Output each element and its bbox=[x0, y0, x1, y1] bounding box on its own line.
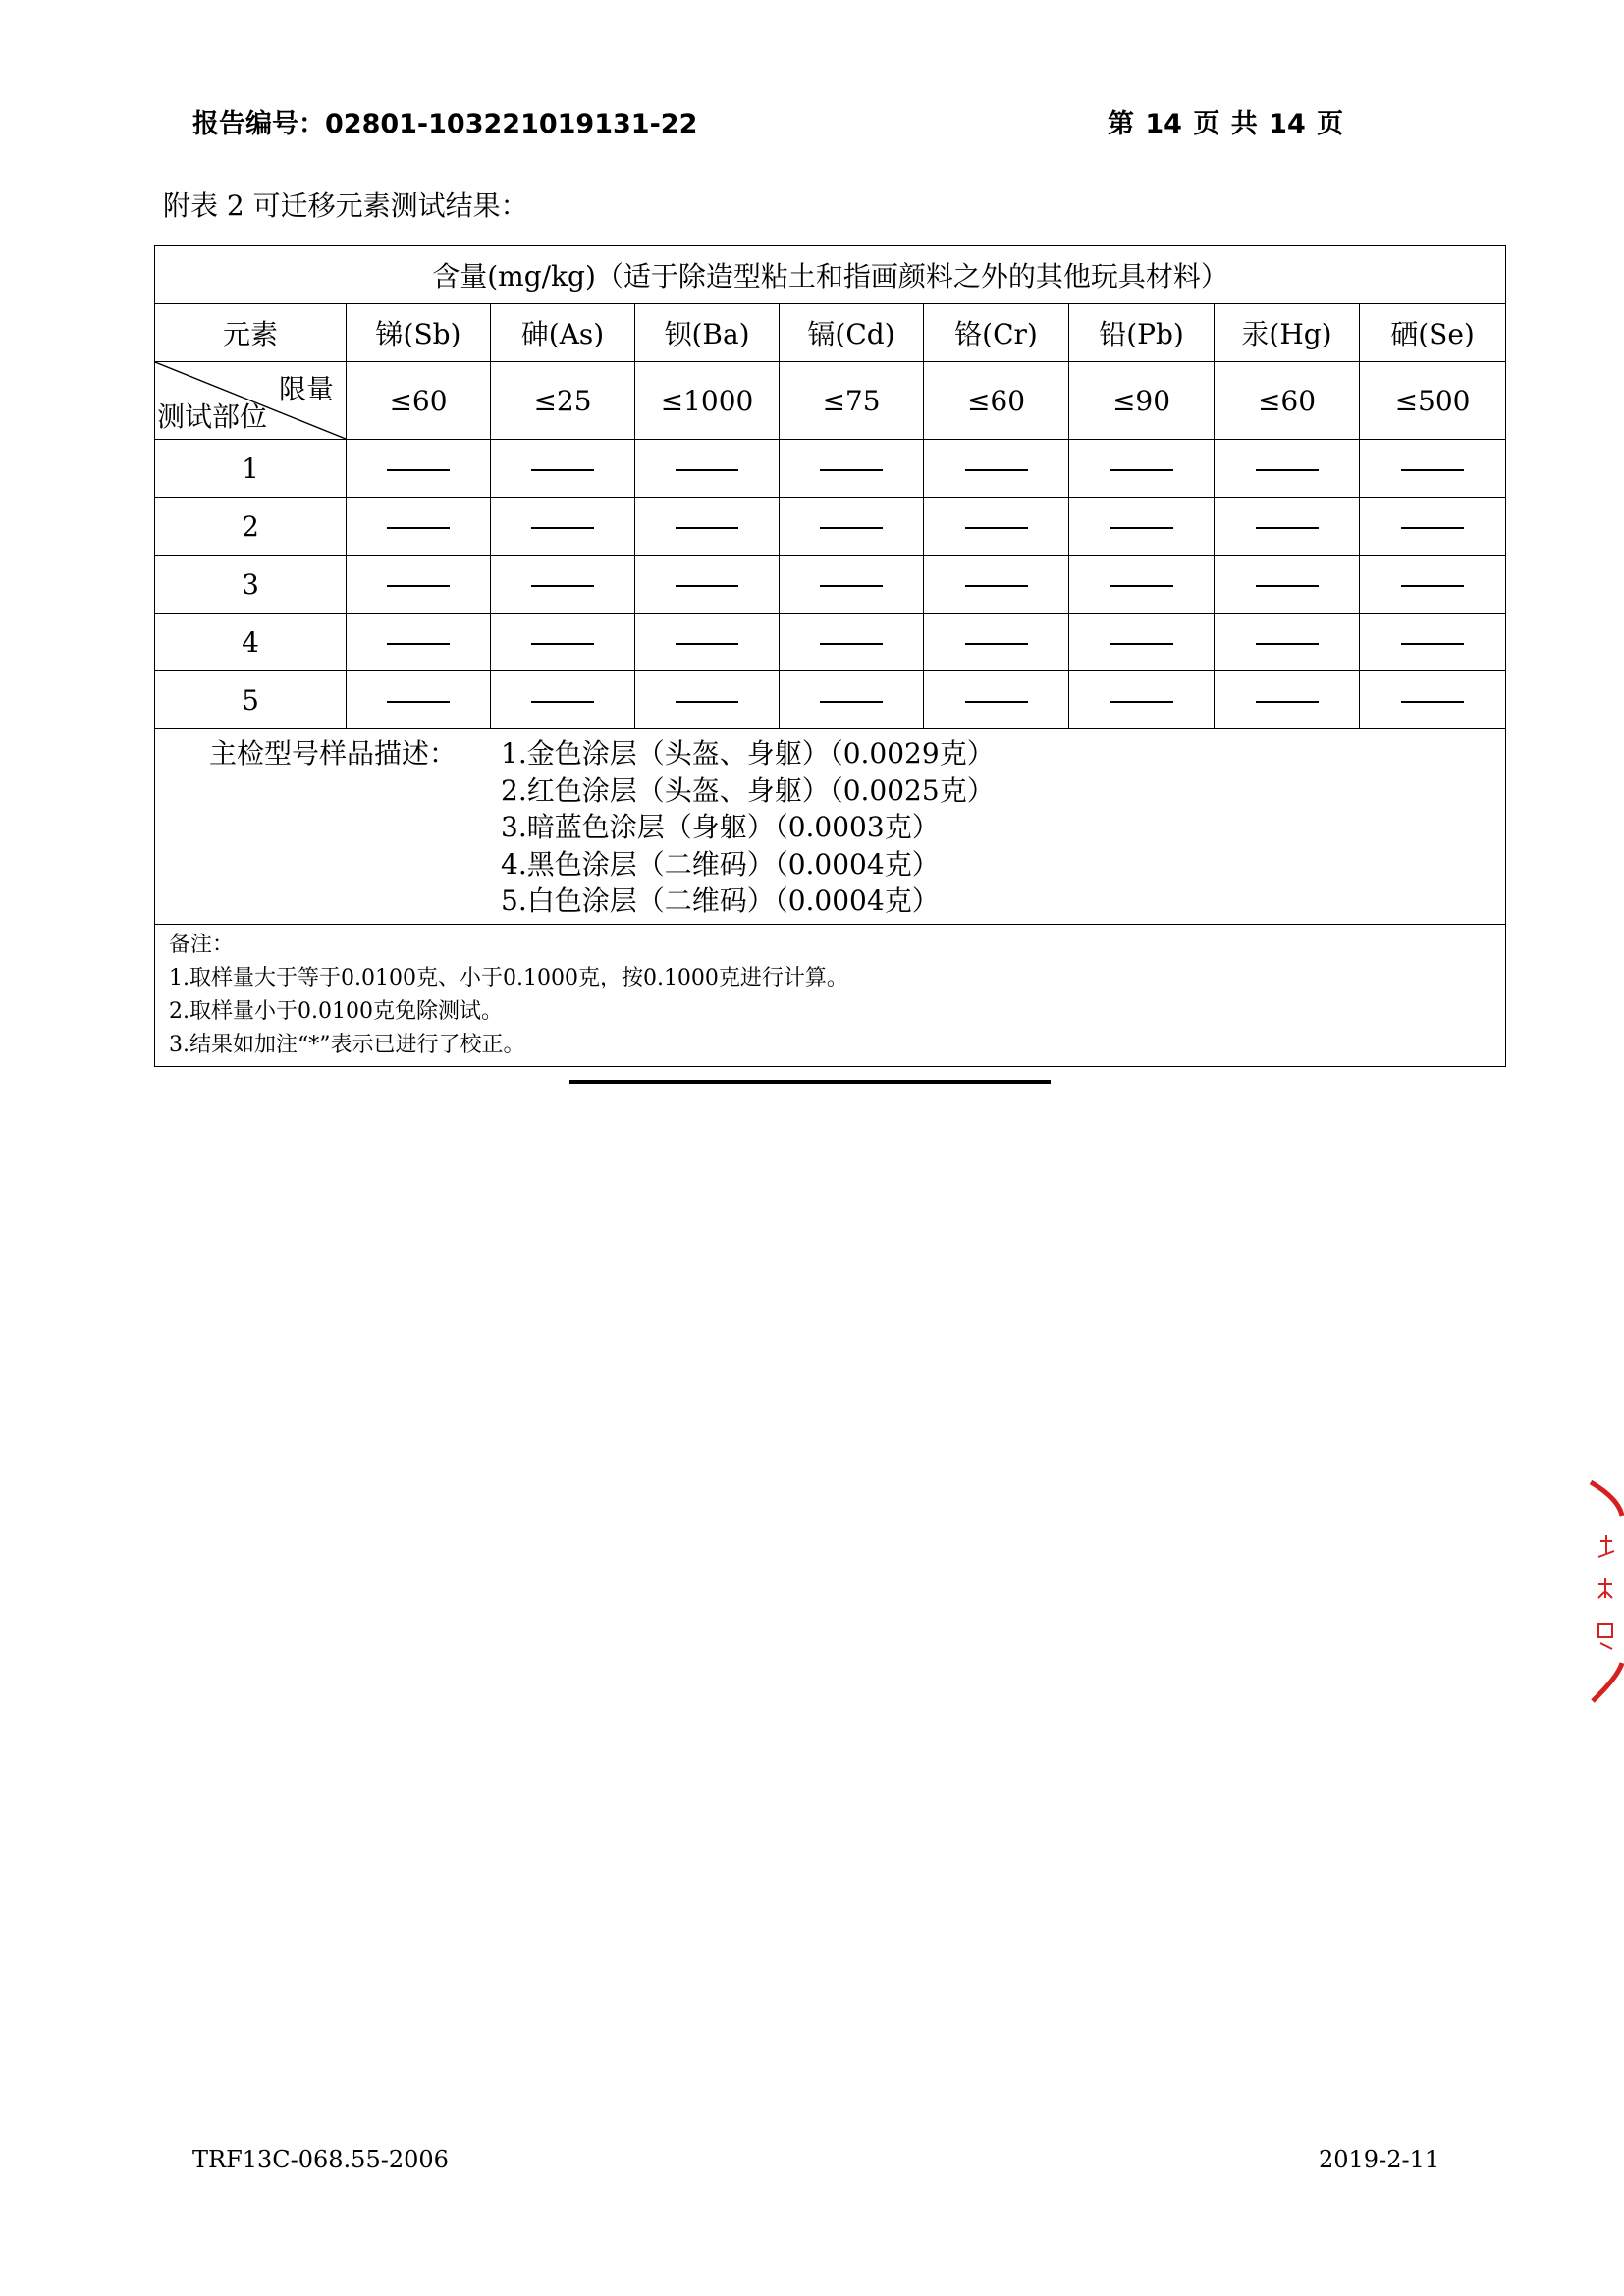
sample-description-item: 1.金色涂层（头盔、身躯）（0.0029克） bbox=[501, 737, 995, 770]
not-tested-dash bbox=[1401, 643, 1464, 645]
notes-cell bbox=[155, 924, 1506, 1066]
sample-description-item: 3.暗蓝色涂层（身躯）（0.0003克） bbox=[501, 811, 940, 843]
result-cell bbox=[491, 671, 635, 729]
sample-description-label: 主检型号样品描述： bbox=[209, 737, 458, 770]
table-row bbox=[155, 614, 1506, 671]
result-cell bbox=[780, 556, 924, 614]
not-tested-dash bbox=[531, 585, 594, 587]
test-part-number: 3 bbox=[155, 556, 347, 614]
table-row bbox=[155, 556, 1506, 614]
end-of-report-line bbox=[569, 1080, 1051, 1084]
result-cell bbox=[1360, 498, 1506, 556]
not-tested-dash bbox=[676, 643, 738, 645]
report-date: 2019-2-11 bbox=[1319, 2146, 1440, 2173]
element-col-header: 硒(Se) bbox=[1360, 304, 1506, 362]
notes-title: 备注： bbox=[169, 932, 235, 957]
element-col-header: 铅(Pb) bbox=[1069, 304, 1215, 362]
table-row bbox=[155, 498, 1506, 556]
result-cell bbox=[347, 556, 491, 614]
element-col-header: 汞(Hg) bbox=[1215, 304, 1360, 362]
not-tested-dash bbox=[387, 527, 450, 529]
result-cell bbox=[347, 671, 491, 729]
table-title: 含量(mg/kg)（适于除造型粘土和指画颜料之外的其他玩具材料） bbox=[155, 246, 1506, 304]
result-cell bbox=[347, 440, 491, 498]
table-caption: 附表 2 可迁移元素测试结果： bbox=[163, 189, 528, 222]
element-header: 元素 bbox=[155, 304, 347, 362]
element-col-header: 砷(As) bbox=[491, 304, 635, 362]
not-tested-dash bbox=[820, 701, 883, 703]
not-tested-dash bbox=[965, 585, 1028, 587]
not-tested-dash bbox=[1256, 585, 1319, 587]
result-cell bbox=[1360, 614, 1506, 671]
result-cell bbox=[635, 556, 780, 614]
element-col-header: 锑(Sb) bbox=[347, 304, 491, 362]
limit-value: ≤1000 bbox=[635, 362, 780, 440]
result-cell bbox=[1069, 614, 1215, 671]
not-tested-dash bbox=[1110, 527, 1173, 529]
not-tested-dash bbox=[1256, 469, 1319, 471]
result-cell bbox=[780, 440, 924, 498]
limit-value: ≤25 bbox=[491, 362, 635, 440]
test-part-number: 4 bbox=[155, 614, 347, 671]
not-tested-dash bbox=[965, 701, 1028, 703]
element-col-header: 铬(Cr) bbox=[924, 304, 1069, 362]
not-tested-dash bbox=[531, 643, 594, 645]
sample-description-item: 2.红色涂层（头盔、身躯）（0.0025克） bbox=[501, 774, 995, 807]
limit-part-header bbox=[155, 362, 347, 440]
result-cell bbox=[1215, 556, 1360, 614]
not-tested-dash bbox=[1401, 469, 1464, 471]
not-tested-dash bbox=[531, 701, 594, 703]
result-cell bbox=[1360, 556, 1506, 614]
not-tested-dash bbox=[387, 469, 450, 471]
not-tested-dash bbox=[965, 643, 1028, 645]
limit-value: ≤60 bbox=[1215, 362, 1360, 440]
not-tested-dash bbox=[1401, 701, 1464, 703]
test-part-number: 2 bbox=[155, 498, 347, 556]
result-cell bbox=[491, 556, 635, 614]
result-cell bbox=[780, 498, 924, 556]
not-tested-dash bbox=[676, 585, 738, 587]
result-cell bbox=[347, 498, 491, 556]
not-tested-dash bbox=[387, 585, 450, 587]
result-cell bbox=[491, 440, 635, 498]
result-cell bbox=[924, 671, 1069, 729]
result-cell bbox=[1069, 671, 1215, 729]
result-cell bbox=[924, 440, 1069, 498]
not-tested-dash bbox=[1401, 527, 1464, 529]
result-cell bbox=[924, 498, 1069, 556]
not-tested-dash bbox=[965, 469, 1028, 471]
not-tested-dash bbox=[1110, 643, 1173, 645]
not-tested-dash bbox=[820, 469, 883, 471]
not-tested-dash bbox=[1256, 701, 1319, 703]
limit-label: 限量 bbox=[278, 373, 334, 405]
not-tested-dash bbox=[820, 585, 883, 587]
not-tested-dash bbox=[676, 527, 738, 529]
element-col-header: 钡(Ba) bbox=[635, 304, 780, 362]
result-cell bbox=[635, 614, 780, 671]
not-tested-dash bbox=[1256, 643, 1319, 645]
page-info: 第 14 页 共 14 页 bbox=[1108, 109, 1344, 139]
form-number: TRF13C-068.55-2006 bbox=[192, 2146, 449, 2173]
note-item: 2.取样量小于0.0100克免除测试。 bbox=[169, 998, 503, 1024]
not-tested-dash bbox=[1110, 585, 1173, 587]
result-cell bbox=[780, 671, 924, 729]
not-tested-dash bbox=[676, 469, 738, 471]
result-cell bbox=[924, 556, 1069, 614]
limit-value: ≤500 bbox=[1360, 362, 1506, 440]
migratable-elements-table bbox=[154, 245, 1506, 1067]
not-tested-dash bbox=[1256, 527, 1319, 529]
result-cell bbox=[491, 614, 635, 671]
test-part-number: 1 bbox=[155, 440, 347, 498]
result-cell bbox=[347, 614, 491, 671]
table-row bbox=[155, 671, 1506, 729]
result-cell bbox=[1215, 614, 1360, 671]
table-row bbox=[155, 440, 1506, 498]
result-cell bbox=[1215, 498, 1360, 556]
not-tested-dash bbox=[1401, 585, 1464, 587]
result-cell bbox=[635, 440, 780, 498]
result-cell bbox=[780, 614, 924, 671]
limit-value: ≤90 bbox=[1069, 362, 1215, 440]
result-cell bbox=[635, 498, 780, 556]
not-tested-dash bbox=[676, 701, 738, 703]
element-col-header: 镉(Cd) bbox=[780, 304, 924, 362]
sample-description-cell bbox=[155, 729, 1506, 925]
result-cell bbox=[1360, 671, 1506, 729]
not-tested-dash bbox=[820, 643, 883, 645]
not-tested-dash bbox=[965, 527, 1028, 529]
not-tested-dash bbox=[387, 701, 450, 703]
result-cell bbox=[1069, 556, 1215, 614]
result-cell bbox=[924, 614, 1069, 671]
not-tested-dash bbox=[1110, 469, 1173, 471]
not-tested-dash bbox=[820, 527, 883, 529]
result-cell bbox=[1215, 671, 1360, 729]
result-cell bbox=[1215, 440, 1360, 498]
result-cell bbox=[1069, 440, 1215, 498]
limit-value: ≤60 bbox=[924, 362, 1069, 440]
note-item: 1.取样量大于等于0.0100克、小于0.1000克，按0.1000克进行计算。 bbox=[169, 965, 848, 990]
limit-value: ≤60 bbox=[347, 362, 491, 440]
result-cell bbox=[491, 498, 635, 556]
note-item: 3.结果如加注“*”表示已进行了校正。 bbox=[169, 1032, 525, 1057]
not-tested-dash bbox=[531, 469, 594, 471]
limit-value: ≤75 bbox=[780, 362, 924, 440]
result-cell bbox=[1360, 440, 1506, 498]
seal-stamp-fragment bbox=[1589, 1480, 1624, 1706]
not-tested-dash bbox=[1110, 701, 1173, 703]
not-tested-dash bbox=[531, 527, 594, 529]
result-cell bbox=[1069, 498, 1215, 556]
not-tested-dash bbox=[387, 643, 450, 645]
test-part-number: 5 bbox=[155, 671, 347, 729]
report-number: 报告编号：02801-103221019131-22 bbox=[192, 109, 698, 139]
sample-description-item: 4.黑色涂层（二维码）（0.0004克） bbox=[501, 847, 940, 881]
sample-description-item: 5.白色涂层（二维码）（0.0004克） bbox=[501, 884, 940, 917]
test-part-label: 测试部位 bbox=[157, 400, 268, 433]
result-cell bbox=[635, 671, 780, 729]
